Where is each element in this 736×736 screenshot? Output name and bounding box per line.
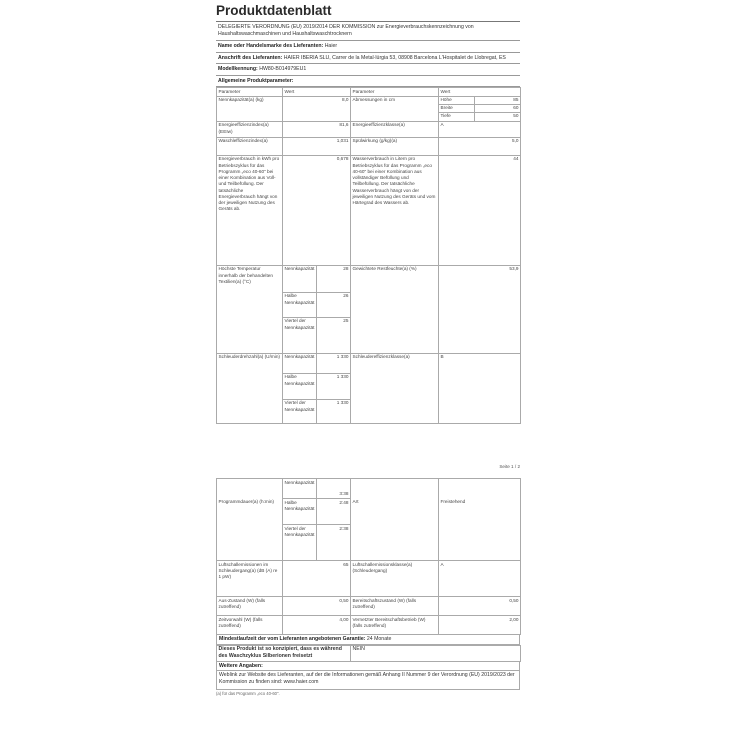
eclass-value: A xyxy=(439,121,521,137)
page-number: Seite 1 / 2 xyxy=(499,464,520,469)
dur-quarter-label: Viertel der Nennkapazität xyxy=(283,525,317,561)
off-label: Aus-Zustand (W) (falls zutreffend) xyxy=(217,597,283,616)
noise-label: Luftschallemissionen im Schleudergang(a) (dB (A) re 1 pW) xyxy=(217,561,283,597)
address-value: HAIER IBERIA SLU, Carrer de la Metal·lúrgia 53, 08908 Barcelona L'Hospitalet de Llobregat, ES xyxy=(283,54,506,61)
netstandby-label: Vernetzter Bereitschaftsbetrieb (W) (falls zutreffend) xyxy=(351,616,439,635)
moist-label: Gewichtete Restfeuchte(a) (%) xyxy=(351,265,439,353)
dim-h-value: 85 xyxy=(475,96,521,104)
spin-label: Schleuderdrehzahl(a) (U/min) xyxy=(217,353,283,423)
type-value: Freistehend xyxy=(439,479,521,561)
standby-label: Bereitschaftszustand (W) (falls zutreffend) xyxy=(351,597,439,616)
dim-t-value: 50 xyxy=(475,112,521,121)
regulation-text: DELEGIERTE VERORDNUNG (EU) 2019/2014 DER KOMMISSION zur Energieverbrauchskennzeichnung von Haushaltswaschmaschinen und Haushaltswaschtrocknern xyxy=(216,22,520,41)
spin-quarter-label: Viertel der Nennkapazität xyxy=(283,399,317,423)
wash-label: Waschleffizienzindex(a) xyxy=(217,137,283,155)
dim-label: Abmessungen in cm xyxy=(351,96,439,121)
cap-label: Nennkapazität(a) (kg) xyxy=(217,96,283,121)
address-label: Anschrift des Lieferanten: xyxy=(218,54,283,61)
type-label: Art xyxy=(351,479,439,561)
eei-value: 81,6 xyxy=(283,121,351,137)
water-value: 44 xyxy=(439,155,521,265)
rinse-value: 5,0 xyxy=(439,137,521,155)
params-table-1 xyxy=(216,87,521,424)
address-row xyxy=(216,53,520,65)
temp-half-value: 26 xyxy=(317,292,351,317)
delay-label: Zeitvorwahl (W) (falls zutreffend) xyxy=(217,616,283,635)
spin-full-label: Nennkapazität xyxy=(283,353,317,373)
spin-full-value: 1 330 xyxy=(317,353,351,373)
rinse-label: Spülwirkung (g/kg)(a) xyxy=(351,137,439,155)
table-header-row xyxy=(217,88,521,96)
spinclass-label: Schleudereffizienzklasse(a) xyxy=(351,353,439,423)
model-row xyxy=(216,64,520,76)
temp-full-value: 28 xyxy=(317,265,351,292)
supplier-row xyxy=(216,41,520,53)
warranty-value: 24 Monate xyxy=(366,636,392,642)
temp-full-label: Nennkapazität xyxy=(283,265,317,292)
silver-label: Dieses Produkt ist so konzipiert, dass es während des Waschzyklus Silberionen freisetzt xyxy=(217,645,351,661)
model-label: Modellkennung: xyxy=(218,66,258,73)
dur-full-value: 3:38 xyxy=(317,479,351,499)
dur-quarter-value: 2:38 xyxy=(317,525,351,561)
noise-value: 65 xyxy=(283,561,351,597)
more-info-heading: Weitere Angaben: xyxy=(216,662,520,672)
noiseclass-label: Luftschallemissionsklasse(a) (Schleudergang) xyxy=(351,561,439,597)
temp-label: Höchste Temperatur innerhalb der behandelten Textilien(a) (°C) xyxy=(217,265,283,353)
supplier-value: Haier xyxy=(324,43,338,49)
datasheet-page-1 xyxy=(216,0,520,424)
col-param-2: Parameter xyxy=(351,88,439,96)
spinclass-value: B xyxy=(439,353,521,423)
page-title: Produktdatenblatt xyxy=(216,3,520,22)
dur-label: Programmdauer(a) (h:min) xyxy=(217,479,283,561)
water-label: Wasserverbrauch in Litern pro Betriebszyklus für das Programm „eco 40-60" bei einer Kombination aus vollständiger Befüllung und Teilbefüllung. Der tatsächliche Wasserverbrauch hängt von der jeweiligen Nutzung des Geräts und vom Härtegrad des Wassers ab. xyxy=(351,155,439,265)
footnote: (a) für das Programm „eco 40-60". xyxy=(216,691,280,697)
dim-b-label: Breite xyxy=(439,104,475,112)
model-value: HW80-B014979EU1 xyxy=(259,66,307,73)
warranty-label: Mindestlaufzeit der vom Lieferanten angebotenen Garantie: xyxy=(219,636,366,642)
col-value-2: Wert xyxy=(439,88,521,96)
energy-label: Energieverbrauch in kWh pro Betriebszyklus für das Programm „eco 40-60" bei einer Kombination aus Voll- und Teilbefüllung. Der tatsächliche Energieverbrauch hängt von der jeweiligen Nutzung des Geräts ab. xyxy=(217,155,283,265)
temp-quarter-value: 25 xyxy=(317,317,351,353)
params-table-2 xyxy=(216,478,521,635)
noiseclass-value: A xyxy=(439,561,521,597)
wash-value: 1,031 xyxy=(283,137,351,155)
delay-value: 4,00 xyxy=(283,616,351,635)
dur-half-label: Halbe Nennkapazität xyxy=(283,499,317,525)
spin-half-label: Halbe Nennkapazität xyxy=(283,373,317,399)
general-params-heading: Allgemeine Produktparameter: xyxy=(216,76,520,88)
netstandby-value: 2,00 xyxy=(439,616,521,635)
temp-quarter-label: Viertel der Nennkapazität xyxy=(283,317,317,353)
dur-full-label: Nennkapazität xyxy=(283,479,317,499)
eei-label: Energieeffizienzindex(a) (EEIw) xyxy=(217,121,283,137)
supplier-label: Name oder Handelsmarke des Lieferanten: xyxy=(218,43,324,49)
spin-half-value: 1 330 xyxy=(317,373,351,399)
warranty-row xyxy=(216,635,520,645)
silver-table xyxy=(216,645,521,662)
standby-value: 0,50 xyxy=(439,597,521,616)
off-value: 0,50 xyxy=(283,597,351,616)
silver-value: NEIN xyxy=(351,645,521,661)
energy-value: 0,678 xyxy=(283,155,351,265)
cap-value: 8,0 xyxy=(283,96,351,121)
spin-quarter-value: 1 330 xyxy=(317,399,351,423)
moist-value: 53,9 xyxy=(439,265,521,353)
datasheet-page-2 xyxy=(216,478,520,696)
dim-b-value: 60 xyxy=(475,104,521,112)
dim-h-label: Höhe xyxy=(439,96,475,104)
weblink-text: Weblink zur Website des Lieferanten, auf der die Informationen gemäß Anhang II Nummer 9 der Verordnung (EU) 2019/2023 der Kommission zu finden sind: www.haier.com xyxy=(216,671,520,690)
col-value: Wert xyxy=(283,88,351,96)
col-param: Parameter xyxy=(217,88,283,96)
dim-t-label: Tiefe xyxy=(439,112,475,121)
eclass-label: Energieeffizienzklasse(a) xyxy=(351,121,439,137)
dur-half-value: 2:48 xyxy=(317,499,351,525)
temp-half-label: Halbe Nennkapazität xyxy=(283,292,317,317)
